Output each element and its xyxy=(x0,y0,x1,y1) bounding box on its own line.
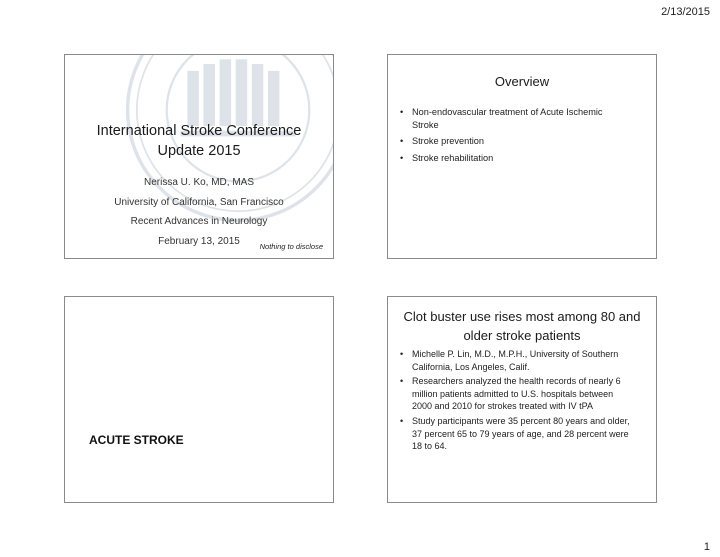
slide-clot-buster xyxy=(387,296,657,503)
title-line-1: International Stroke Conference xyxy=(96,123,302,139)
section-heading: ACUTE STROKE xyxy=(89,433,184,447)
list-item: • Researchers analyzed the health records of nearly 6 million patients admitted to U.S. hospitals between 2000 and 2010 for strokes treated with IV tPA xyxy=(399,375,634,413)
bullet-list xyxy=(399,348,634,455)
slide-title xyxy=(64,54,334,259)
slide-overview xyxy=(387,54,657,259)
disclosure-note: Nothing to disclose xyxy=(259,242,323,251)
author: Nerissa U. Ko, MD, MAS xyxy=(143,177,255,188)
list-item: • Stroke rehabilitation xyxy=(399,152,622,165)
page-number: 1 xyxy=(703,541,710,553)
slide-title-heading xyxy=(65,121,333,161)
event-date: February 13, 2015 xyxy=(158,235,240,247)
page-date: 2/13/2015 xyxy=(661,6,710,18)
list-item: • Study participants were 35 percent 80 years and older, 37 percent 65 to 79 years of age, and 28 percent were 18 to 64. xyxy=(399,415,634,453)
slide-heading: Overview xyxy=(494,74,550,89)
slide-acute-stroke xyxy=(64,296,334,503)
bullet-list xyxy=(399,106,622,168)
slide-heading: Clot buster use rises most among 80 and older stroke patients xyxy=(403,309,641,343)
title-line-2: Update 2015 xyxy=(157,143,241,159)
event-name: Recent Advances in Neurology xyxy=(130,216,268,227)
slide-title-subtitle xyxy=(65,173,333,251)
list-item: • Michelle P. Lin, M.D., M.P.H., University of Southern California, Los Angeles, Calif. xyxy=(399,348,634,373)
list-item: • Non-endovascular treatment of Acute Ischemic Stroke xyxy=(399,106,622,131)
list-item: • Stroke prevention xyxy=(399,135,622,148)
affiliation: University of California, San Francisco xyxy=(114,196,284,208)
